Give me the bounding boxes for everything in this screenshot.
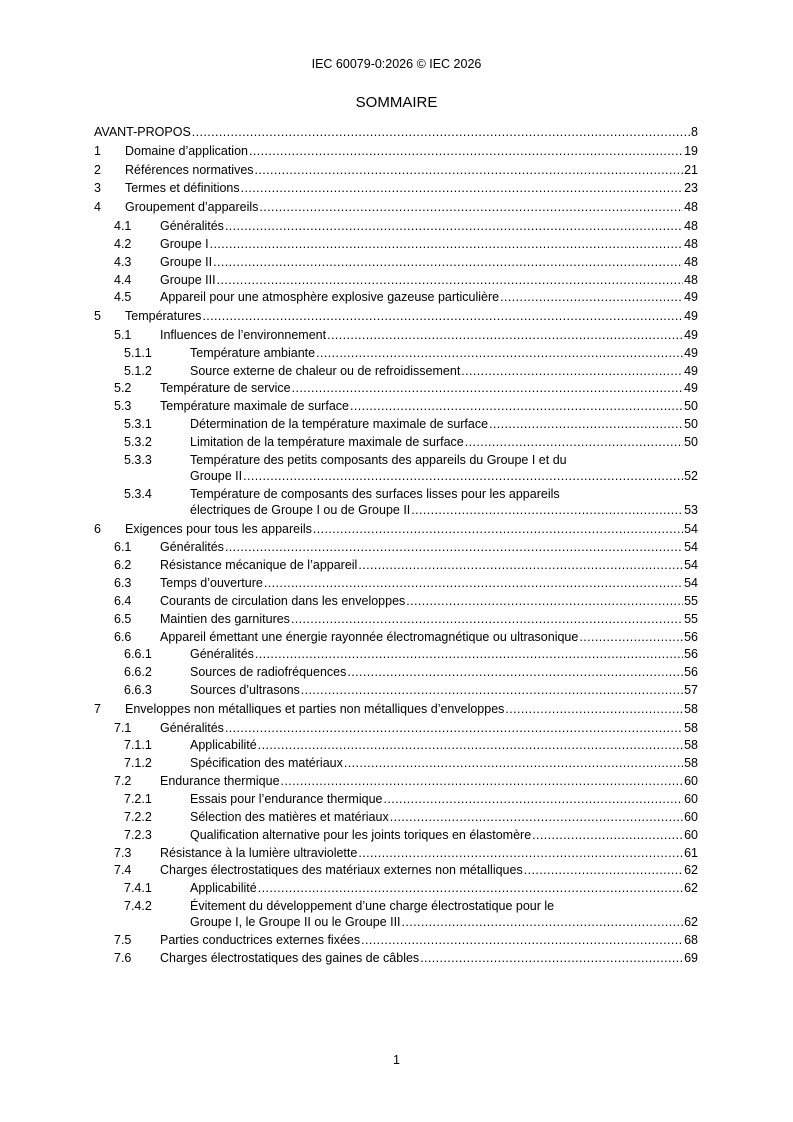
toc-entry-title: Charges électrostatiques des matériaux externes non métalliques	[160, 863, 523, 878]
toc-entry-number: 5.1.1	[124, 345, 152, 360]
toc-leader-dots	[358, 845, 683, 861]
toc-leader-dots	[361, 932, 683, 948]
toc-entry[interactable]	[94, 143, 698, 159]
toc-entry-title: Appareil pour une atmosphère explosive gazeuse particulière	[160, 290, 500, 305]
toc-leader-dots	[301, 682, 683, 698]
toc-entry-page: 60	[684, 827, 698, 842]
toc-leader-dots	[292, 380, 683, 396]
toc-entry[interactable]	[94, 254, 698, 270]
toc-leader-dots	[524, 862, 683, 878]
toc-entry[interactable]	[94, 236, 698, 252]
toc-entry-title: Température de service	[160, 381, 291, 396]
toc-entry-page: 54	[684, 575, 698, 590]
toc-entry-title: Généralités	[160, 720, 224, 735]
toc-entry-title: Parties conductrices externes fixées	[160, 932, 361, 947]
toc-entry[interactable]	[94, 755, 698, 771]
toc-entry-page: 68	[684, 932, 698, 947]
toc-entry-title: Sélection des matières et matériaux	[190, 809, 389, 824]
toc-entry-page: 49	[684, 381, 698, 396]
toc-leader-dots	[390, 809, 683, 825]
toc-entry-title: Domaine d’application	[125, 143, 248, 158]
toc-entry-page: 58	[684, 720, 698, 735]
toc-entry-number: 7.1.1	[124, 738, 152, 753]
toc-leader-dots	[258, 880, 683, 896]
toc-entry-title: Exigences pour tous les appareils	[125, 521, 312, 536]
toc-entry-title: Limitation de la température maximale de surface	[190, 435, 464, 450]
toc-entry-title: Généralités	[160, 218, 224, 233]
toc-entry-page: 69	[684, 950, 698, 965]
toc-leader-dots	[347, 664, 683, 680]
toc-leader-dots	[411, 502, 683, 518]
toc-entry-page: 60	[684, 774, 698, 789]
toc-entry-title: Temps d’ouverture	[160, 575, 263, 590]
toc-entry-number: 5.3.3	[124, 452, 152, 467]
toc-entry-page: 58	[684, 738, 698, 753]
toc-entry-title: Résistance mécanique de l’appareil	[160, 558, 358, 573]
toc-entry-title: Maintien des garnitures	[160, 611, 290, 626]
toc-leader-dots	[402, 914, 684, 930]
toc-entry-title: Source externe de chaleur ou de refroidissement	[190, 363, 461, 378]
toc-leader-dots	[313, 521, 683, 537]
toc-entry-page: 23	[684, 181, 698, 196]
toc-entry-title: Résistance à la lumière ultraviolette	[160, 845, 358, 860]
toc-entry-title: Applicabilité	[190, 738, 257, 753]
toc-leader-dots	[258, 737, 683, 753]
toc-leader-dots	[489, 416, 683, 432]
toc-entry-number: 5	[94, 309, 101, 324]
toc-leader-dots	[243, 468, 683, 484]
toc-entry-title: Enveloppes non métalliques et parties non métalliques d’enveloppes	[125, 701, 505, 716]
toc-entry-page: 60	[684, 792, 698, 807]
toc-entry-number: 4.5	[114, 290, 132, 305]
toc-entry-number: 7.4	[114, 863, 132, 878]
toc-entry-page: 62	[684, 863, 698, 878]
toc-entry-page: 50	[684, 399, 698, 414]
toc-entry-page: 54	[684, 521, 698, 536]
toc-entry[interactable]	[94, 932, 698, 948]
toc-entry[interactable]	[94, 327, 698, 343]
toc-entry-title: Applicabilité	[190, 881, 257, 896]
toc-entry-number: 4.3	[114, 254, 132, 269]
toc-entry-page: 8	[691, 125, 698, 139]
toc-entry-number: 6.2	[114, 558, 132, 573]
toc-entry-title: Détermination de la température maximale de surface	[190, 417, 489, 432]
toc-entry-page: 58	[684, 756, 698, 771]
toc-leader-dots	[213, 254, 683, 270]
toc-entry-number: 5.1.2	[124, 363, 152, 378]
toc-entry-page: 52	[684, 468, 698, 483]
toc-entry-title: Sources de radiofréquences	[190, 665, 347, 680]
toc-entry[interactable]	[94, 124, 698, 140]
toc-entry[interactable]	[94, 593, 698, 609]
toc-entry-title: Évitement du développement d’une charge électrostatique pour le	[190, 899, 555, 914]
toc-entry[interactable]	[94, 737, 698, 753]
toc-entry-page: 54	[684, 558, 698, 573]
toc-entry-title: Groupe I	[160, 236, 209, 251]
toc-entry-number: 5.3.1	[124, 417, 152, 432]
toc-leader-dots	[344, 755, 683, 771]
toc-entry-page: 50	[684, 435, 698, 450]
toc-entry[interactable]	[94, 773, 698, 789]
toc-entry-page: 48	[684, 254, 698, 269]
toc-entry-title: Spécification des matériaux	[190, 756, 343, 771]
toc-entry-page: 48	[684, 200, 698, 215]
toc-entry-page: 50	[684, 417, 698, 432]
toc-entry-title: Groupe I, le Groupe II ou le Groupe III	[190, 915, 401, 930]
toc-entry[interactable]	[94, 575, 698, 591]
toc-entry[interactable]	[94, 950, 698, 966]
toc-entry-number: 7.6	[114, 950, 132, 965]
toc-entry-title: Appareil émettant une énergie rayonnée électromagnétique ou ultrasonique	[160, 629, 579, 644]
toc-leader-dots	[505, 701, 683, 717]
toc-entry-page: 62	[684, 915, 698, 930]
toc-entry-page: 49	[684, 290, 698, 305]
toc-leader-dots	[500, 289, 683, 305]
toc-leader-dots	[202, 308, 683, 324]
toc-entry-number: 4.2	[114, 236, 132, 251]
toc-entry[interactable]	[94, 416, 698, 432]
toc-entry-number: 6.6.2	[124, 665, 152, 680]
toc-entry[interactable]	[94, 345, 698, 361]
toc-entry[interactable]	[94, 180, 698, 196]
toc-entry[interactable]	[94, 452, 698, 484]
toc-leader-dots	[210, 236, 683, 252]
toc-entry-page: 55	[684, 611, 698, 626]
toc-entry-number: 6.6.3	[124, 683, 152, 698]
table-of-contents	[94, 124, 698, 968]
toc-leader-dots	[420, 950, 683, 966]
toc-entry[interactable]	[94, 664, 698, 680]
toc-entry-title: Essais pour l’endurance thermique	[190, 792, 383, 807]
toc-entry-number: 6.3	[114, 575, 132, 590]
toc-entry-page: 48	[684, 272, 698, 287]
toc-leader-dots	[406, 593, 683, 609]
toc-entry-number: 6	[94, 521, 101, 536]
toc-leader-dots	[327, 327, 683, 343]
toc-entry-page: 53	[684, 502, 698, 517]
toc-entry-number: 7.2.3	[124, 827, 152, 842]
toc-entry[interactable]	[94, 363, 698, 379]
toc-entry-number: 5.3.4	[124, 486, 152, 501]
toc-entry-title: AVANT-PROPOS	[94, 125, 191, 139]
toc-entry[interactable]	[94, 272, 698, 288]
toc-entry-page: 56	[684, 647, 698, 662]
toc-entry-title: Courants de circulation dans les enveloppes	[160, 593, 406, 608]
toc-entry[interactable]	[94, 862, 698, 878]
toc-entry-number: 3	[94, 181, 101, 196]
toc-entry-number: 5.2	[114, 381, 132, 396]
toc-leader-dots	[225, 539, 683, 555]
toc-entry-title: Charges électrostatiques des gaines de câbles	[160, 950, 420, 965]
toc-entry-number: 7.1.2	[124, 756, 152, 771]
toc-leader-dots	[192, 124, 690, 140]
toc-entry-title: Groupe II	[190, 468, 243, 483]
toc-entry-number: 5.3.2	[124, 435, 152, 450]
toc-entry[interactable]	[94, 898, 698, 930]
toc-entry-title: Température ambiante	[190, 345, 316, 360]
toc-entry-title: Groupe II	[160, 254, 213, 269]
toc-entry-title: Termes et définitions	[125, 181, 240, 196]
toc-entry[interactable]	[94, 682, 698, 698]
toc-leader-dots	[225, 218, 683, 234]
toc-entry[interactable]	[94, 308, 698, 324]
toc-entry-page: 56	[684, 665, 698, 680]
toc-leader-dots	[291, 611, 683, 627]
toc-entry-page: 49	[684, 363, 698, 378]
toc-entry-title: Généralités	[160, 540, 224, 555]
toc-entry[interactable]	[94, 880, 698, 896]
toc-entry[interactable]	[94, 809, 698, 825]
toc-entry[interactable]	[94, 289, 698, 305]
toc-entry-title: Sources d’ultrasons	[190, 683, 300, 698]
toc-entry-page: 56	[684, 629, 698, 644]
toc-entry[interactable]	[94, 646, 698, 662]
toc-leader-dots	[249, 143, 683, 159]
toc-entry-number: 7.4.2	[124, 899, 152, 914]
toc-leader-dots	[255, 162, 684, 178]
toc-entry-number: 6.6.1	[124, 647, 152, 662]
toc-entry-number: 7.2.2	[124, 809, 152, 824]
toc-entry-page: 57	[684, 683, 698, 698]
toc-leader-dots	[225, 720, 683, 736]
toc-entry-number: 2	[94, 162, 101, 177]
toc-entry[interactable]	[94, 218, 698, 234]
toc-entry-page: 49	[684, 309, 698, 324]
toc-entry-title: Influences de l’environnement	[160, 327, 327, 342]
toc-entry-title: Températures	[125, 309, 202, 324]
toc-entry-number: 7.1	[114, 720, 132, 735]
toc-entry-page: 19	[684, 143, 698, 158]
toc-entry-page: 58	[684, 701, 698, 716]
toc-entry-number: 4.1	[114, 218, 132, 233]
toc-entry[interactable]	[94, 701, 698, 717]
toc-entry[interactable]	[94, 827, 698, 843]
toc-entry-title: Température des petits composants des appareils du Groupe I et du	[190, 452, 567, 467]
toc-leader-dots	[532, 827, 683, 843]
toc-entry-title: Groupement d’appareils	[125, 200, 259, 215]
toc-entry[interactable]	[94, 162, 698, 178]
document-header: IEC 60079-0:2026 © IEC 2026	[311, 57, 482, 71]
toc-entry-number: 6.4	[114, 593, 132, 608]
toc-entry[interactable]	[94, 521, 698, 537]
toc-entry-number: 7.3	[114, 845, 132, 860]
toc-entry-number: 6.5	[114, 611, 132, 626]
toc-entry-title: Température de composants des surfaces lisses pour les appareils	[190, 486, 560, 501]
toc-entry[interactable]	[94, 199, 698, 215]
toc-entry-number: 4	[94, 200, 101, 215]
toc-entry-title: Groupe III	[160, 272, 216, 287]
toc-entry-title: électriques de Groupe I ou de Groupe II	[190, 502, 411, 517]
page-title: SOMMAIRE	[355, 94, 438, 111]
page-number: 1	[393, 1053, 400, 1067]
toc-entry[interactable]	[94, 845, 698, 861]
toc-entry-number: 7.5	[114, 932, 132, 947]
toc-entry-number: 7.4.1	[124, 881, 152, 896]
toc-entry-page: 49	[684, 327, 698, 342]
toc-leader-dots	[255, 646, 683, 662]
toc-entry[interactable]	[94, 486, 698, 518]
toc-entry-number: 7	[94, 701, 101, 716]
toc-entry-title: Qualification alternative pour les joints toriques en élastomère	[190, 827, 532, 842]
toc-entry-number: 7.2	[114, 774, 132, 789]
toc-entry-page: 55	[684, 593, 698, 608]
toc-entry-title: Généralités	[190, 647, 254, 662]
toc-entry-title: Température maximale de surface	[160, 399, 349, 414]
toc-entry[interactable]	[94, 629, 698, 645]
toc-entry-page: 60	[684, 809, 698, 824]
toc-entry-title: Références normatives	[125, 162, 254, 177]
toc-entry[interactable]	[94, 791, 698, 807]
toc-entry[interactable]	[94, 557, 698, 573]
toc-leader-dots	[465, 434, 683, 450]
toc-leader-dots	[350, 398, 683, 414]
toc-leader-dots	[579, 629, 683, 645]
toc-leader-dots	[241, 180, 683, 196]
toc-entry-page: 61	[684, 845, 698, 860]
toc-leader-dots	[316, 345, 683, 361]
toc-entry-number: 5.3	[114, 399, 132, 414]
toc-entry[interactable]	[94, 398, 698, 414]
toc-leader-dots	[358, 557, 683, 573]
toc-entry-page: 54	[684, 540, 698, 555]
toc-entry-number: 1	[94, 143, 101, 158]
toc-leader-dots	[461, 363, 683, 379]
toc-leader-dots	[259, 199, 683, 215]
toc-entry-number: 5.1	[114, 327, 132, 342]
toc-entry[interactable]	[94, 539, 698, 555]
toc-leader-dots	[217, 272, 684, 288]
toc-entry-page: 62	[684, 881, 698, 896]
toc-entry-number: 4.4	[114, 272, 132, 287]
toc-entry-page: 48	[684, 236, 698, 251]
toc-entry-title: Endurance thermique	[160, 774, 280, 789]
toc-leader-dots	[281, 773, 684, 789]
toc-entry[interactable]	[94, 611, 698, 627]
toc-entry[interactable]	[94, 434, 698, 450]
toc-entry-number: 7.2.1	[124, 792, 152, 807]
toc-entry-page: 49	[684, 345, 698, 360]
toc-entry-page: 48	[684, 218, 698, 233]
toc-leader-dots	[383, 791, 683, 807]
toc-entry[interactable]	[94, 720, 698, 736]
toc-entry-number: 6.1	[114, 540, 132, 555]
toc-leader-dots	[264, 575, 683, 591]
toc-entry[interactable]	[94, 380, 698, 396]
toc-entry-number: 6.6	[114, 629, 132, 644]
toc-entry-page: 21	[684, 162, 698, 177]
